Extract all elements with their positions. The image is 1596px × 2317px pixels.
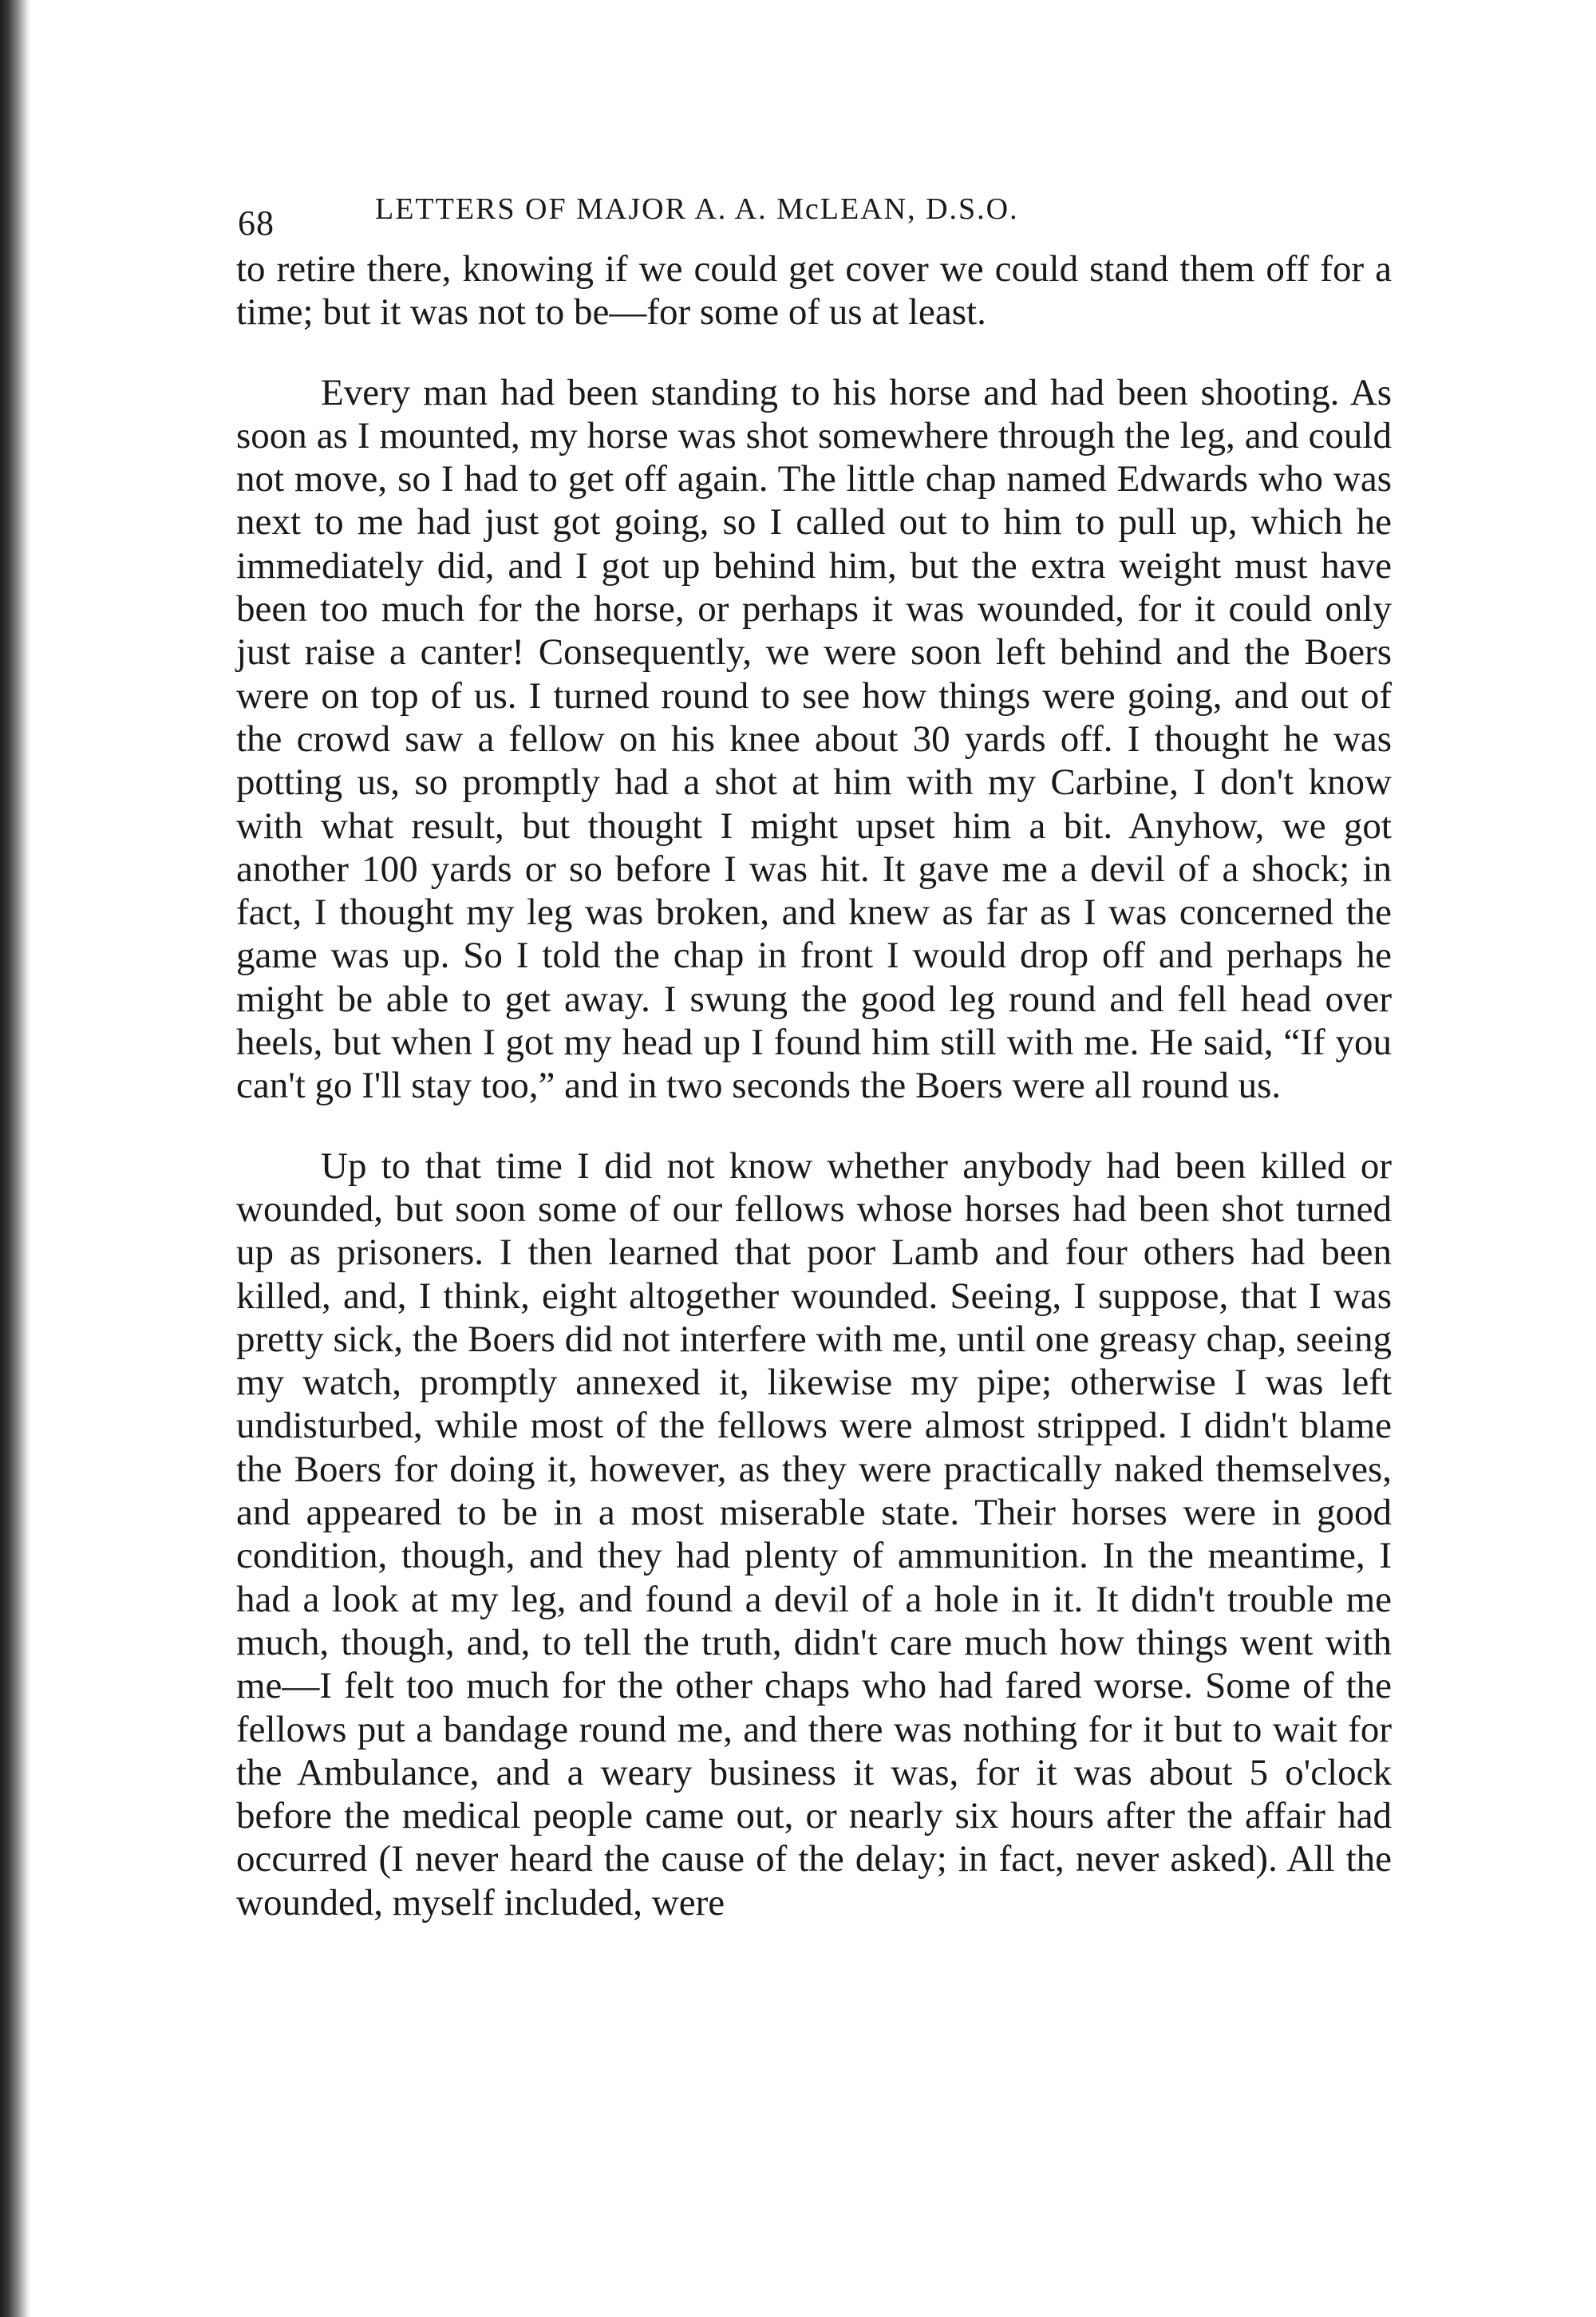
paragraph-continuation: to retire there, knowing if we could get cover we could stand them off for a time; but it was not to be—for some of us at least. (236, 248, 1392, 334)
page-number: 68 (238, 204, 275, 243)
running-head: LETTERS OF MAJOR A. A. McLEAN, D.S.O. (375, 192, 1019, 226)
paragraph-shot-horse: Every man had been standing to his horse and had been shooting. As soon as I mounted, my horse was shot somewhere through the leg, and could not move, so I had to get off again. The little chap named Edwards who was next to me had just got going, so I called out to him to pull up, which he immediately did, and I got up behind him, but the extra weight must have been too much for the horse, or perhaps it was wounded, for it could only just raise a canter! Consequently, we were soon left behind and the Boers were on top of us. I turned round to see how things were going, and out of the crowd saw a fellow on his knee about 30 yards off. I thought he was potting us, so promptly had a shot at him with my Carbine, I don't know with what result, but thought I might upset him a bit. Anyhow, we got another 100 yards or so before I was hit. It gave me a devil of a shock; in fact, I thought my leg was broken, and knew as far as I was concerned the game was up. So I told the chap in front I would drop off and perhaps he might be able to get away. I swung the good leg round and fell head over heels, but when I got my head up I found him still with me. He said, “If you can't go I'll stay too,” and in two seconds the Boers were all round us. (236, 371, 1392, 1107)
book-page (236, 192, 1392, 1924)
paragraph-prisoners: Up to that time I did not know whether anybody had been killed or wounded, but soon some of our fellows whose horses had been shot turned up as prisoners. I then learned that poor Lamb and four others had been killed, and, I think, eight altogether wounded. Seeing, I suppose, that I was pretty sick, the Boers did not interfere with me, until one greasy chap, seeing my watch, promptly annexed it, likewise my pipe; otherwise I was left undisturbed, while most of the fellows were almost stripped. I didn't blame the Boers for doing it, however, as they were practically naked themselves, and appeared to be in a most miserable state. Their horses were in good condition, though, and they had plenty of ammunition. In the meantime, I had a look at my leg, and found a devil of a hole in it. It didn't trouble me much, though, and, to tell the truth, didn't care much how things went with me—I felt too much for the other chaps who had fared worse. Some of the fellows put a bandage round me, and there was nothing for it but to wait for the Ambulance, and a weary business it was, for it was about 5 o'clock before the medical people came out, or nearly six hours after the affair had occurred (I never heard the cause of the delay; in fact, never asked). All the wounded, myself included, were (236, 1145, 1392, 1924)
paragraph-gap (236, 334, 1392, 371)
scan-binding-edge (0, 0, 30, 2317)
paragraph-gap (236, 1108, 1392, 1145)
page-header (236, 192, 1392, 243)
